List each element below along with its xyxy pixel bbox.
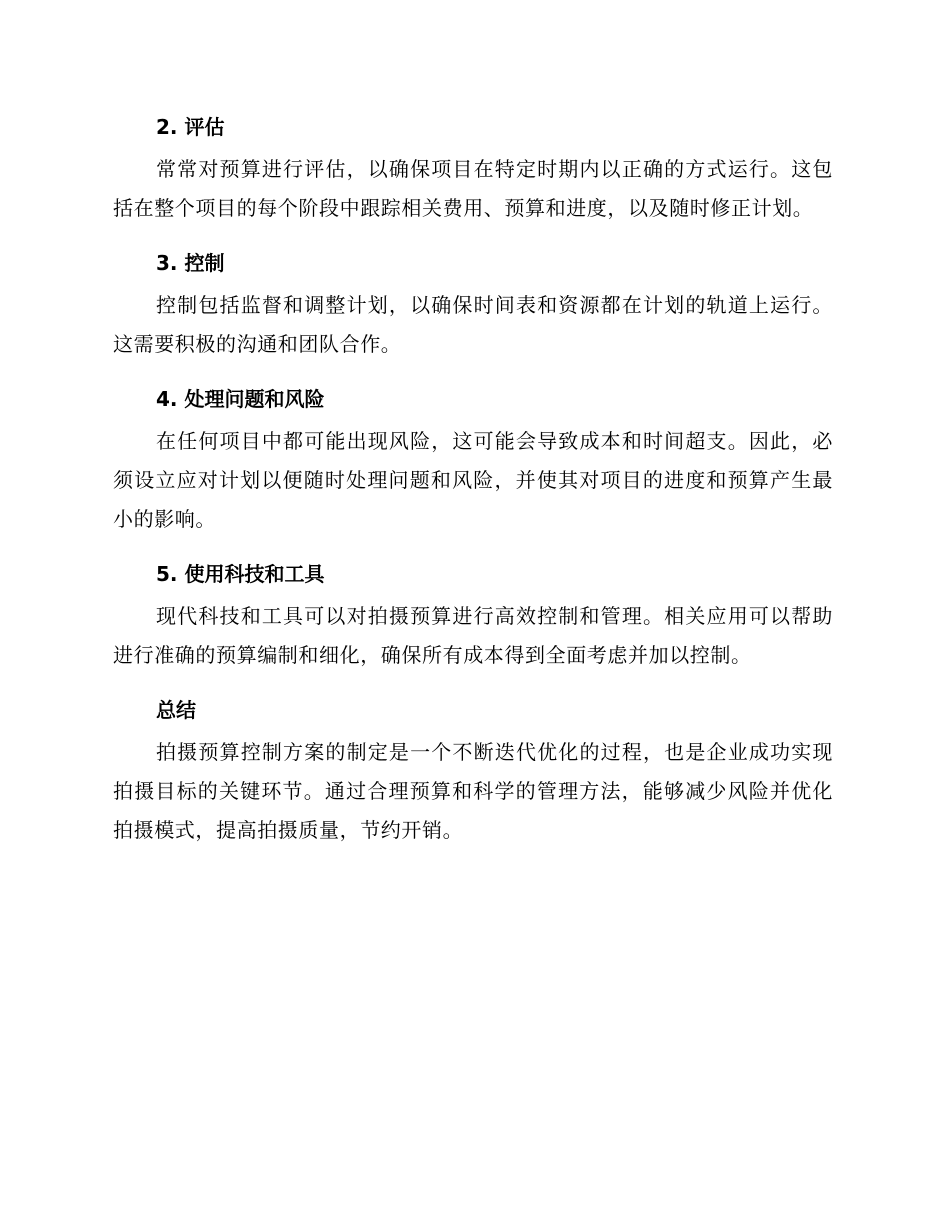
section-evaluation xyxy=(113,108,833,228)
section-heading: 2. 评估 xyxy=(156,115,225,139)
document-body xyxy=(113,108,833,866)
section-heading: 总结 xyxy=(156,698,196,722)
section-risk xyxy=(113,380,833,539)
section-summary xyxy=(113,691,833,850)
section-heading: 3. 控制 xyxy=(156,251,225,275)
section-paragraph: 常常对预算进行评估，以确保项目在特定时期内以正确的方式运行。这包括在整个项目的每个阶段中跟踪相关费用、预算和进度，以及随时修正计划。 xyxy=(113,157,833,220)
section-heading: 4. 处理问题和风险 xyxy=(156,387,325,411)
section-tools xyxy=(113,555,833,675)
section-paragraph: 控制包括监督和调整计划，以确保时间表和资源都在计划的轨道上运行。这需要积极的沟通和团队合作。 xyxy=(113,293,833,356)
section-paragraph: 现代科技和工具可以对拍摄预算进行高效控制和管理。相关应用可以帮助进行准确的预算编制和细化，确保所有成本得到全面考虑并加以控制。 xyxy=(113,604,833,667)
section-heading: 5. 使用科技和工具 xyxy=(156,562,325,586)
section-paragraph: 在任何项目中都可能出现风险，这可能会导致成本和时间超支。因此，必须设立应对计划以便随时处理问题和风险，并使其对项目的进度和预算产生最小的影响。 xyxy=(113,429,833,531)
section-control xyxy=(113,244,833,364)
section-paragraph: 拍摄预算控制方案的制定是一个不断迭代优化的过程，也是企业成功实现拍摄目标的关键环节。通过合理预算和科学的管理方法，能够减少风险并优化拍摄模式，提高拍摄质量，节约开销。 xyxy=(113,740,833,842)
